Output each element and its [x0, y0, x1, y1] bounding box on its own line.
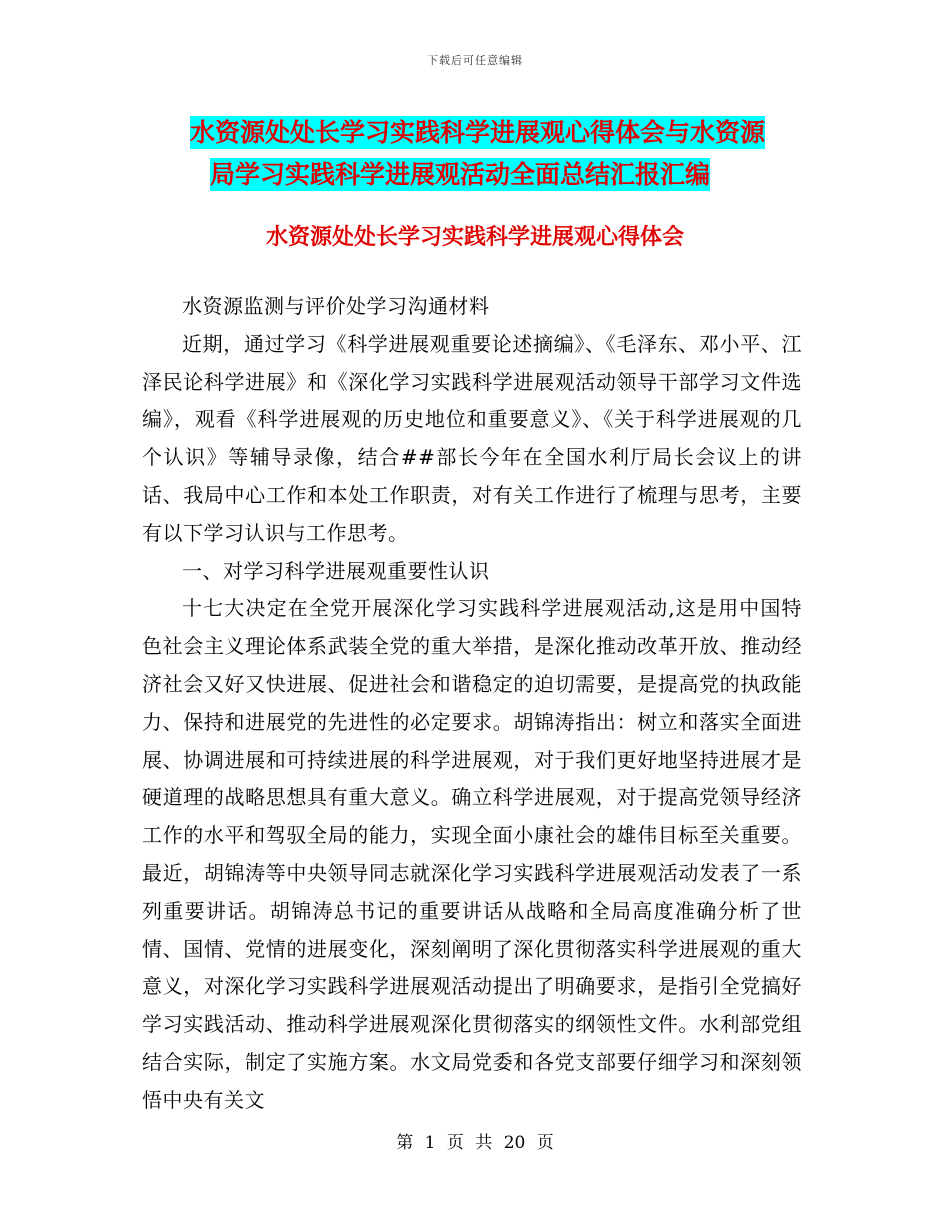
paragraph-intro: 近期，通过学习《科学进展观重要论述摘编》、《毛泽东、邓小平、江泽民论科学进展》和《深化学习实践科学进展观活动领导干部学习文件选编》，观看《科学进展观的历史地位和重要意义》、《关于科学进展观的几个认识》等辅导录像，结合##部长今年在全国水利厅局长会议上的讲话、我局中心工作和本处工作职责，对有关工作进行了梳理与思考，主要有以下学习认识与工作思考。: [142, 331, 802, 545]
body-text: [142, 288, 802, 1120]
paragraph-body-1: 十七大决定在全党开展深化学习实践科学进展观活动,这是用中国特色社会主义理论体系武装全党的重大举措，是深化推动改革开放、推动经济社会又好又快进展、促进社会和谐稳定的迫切需要，是提高党的执政能力、保持和进展党的先进性的必定要求。胡锦涛指出：树立和落实全面进展、协调进展和可持续进展的科学进展观，对于我们更好地坚持进展才是硬道理的战略思想具有重大意义。确立科学进展观，对于提高党领导经济工作的水平和驾驭全局的能力，实现全面小康社会的雄伟目标至关重要。最近，胡锦涛等中央领导同志就深化学习实践科学进展观活动发表了一系列重要讲话。胡锦涛总书记的重要讲话从战略和全局高度准确分析了世情、国情、党情的进展变化，深刻阐明了深化贯彻落实科学进展观的重大意义，对深化学习实践科学进展观活动提出了明确要求，是指引全党搞好学习实践活动、推动科学进展观深化贯彻落实的纲领性文件。水利部党组结合实际，制定了实施方案。水文局党委和各党支部要仔细学习和深刻领悟中央有关文: [142, 596, 802, 1112]
page-footer: 第 1 页 共 20 页: [396, 1133, 554, 1153]
paragraph-source: 水资源监测与评价处学习沟通材料: [182, 294, 490, 318]
document-title-line-1: 水资源处处长学习实践科学进展观心得体会与水资源: [190, 118, 766, 147]
paragraph-heading-1: 一、对学习科学进展观重要性认识: [182, 558, 490, 583]
document-title: [190, 112, 830, 196]
document-title-line-2: 局学习实践科学进展观活动全面总结汇报汇编: [210, 160, 711, 189]
section-title: 水资源处处长学习实践科学进展观心得体会: [265, 225, 684, 250]
page-header: 下载后可任意编辑: [427, 54, 523, 67]
